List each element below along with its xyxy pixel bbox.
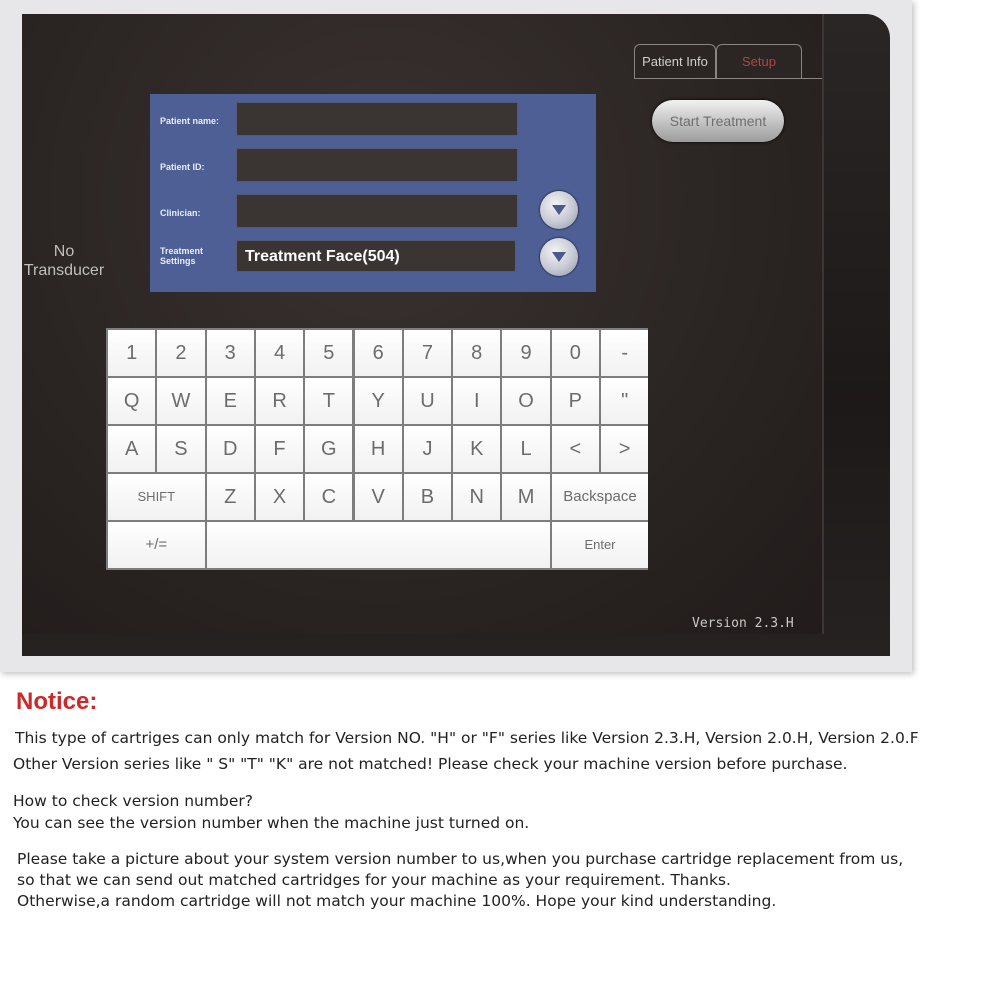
enter-key[interactable]: Enter — [552, 522, 649, 568]
start-treatment-button[interactable]: Start Treatment — [652, 100, 784, 142]
key-quote[interactable]: " — [601, 378, 648, 424]
key-p[interactable]: P — [552, 378, 599, 424]
key-i[interactable]: I — [453, 378, 500, 424]
clinician-dropdown-button[interactable] — [540, 191, 578, 229]
key-m[interactable]: M — [502, 474, 549, 520]
chevron-down-icon — [551, 203, 567, 217]
notice-line: Please take a picture about your system version number to us,when you purchase cartridge replacement from us, — [17, 850, 904, 868]
on-screen-keyboard — [106, 328, 648, 570]
notice-title: Notice: — [16, 688, 98, 715]
treatment-settings-label: Treatment Settings — [160, 246, 204, 266]
key-r[interactable]: R — [256, 378, 303, 424]
key-u[interactable]: U — [404, 378, 451, 424]
notice-line: Other Version series like " S" "T" "K" are not matched! Please check your machine version before purchase. — [13, 755, 848, 773]
key-greater-than[interactable]: > — [601, 426, 648, 472]
key-d[interactable]: D — [207, 426, 254, 472]
key-2[interactable]: 2 — [157, 330, 204, 376]
key-9[interactable]: 9 — [502, 330, 549, 376]
key-1[interactable]: 1 — [108, 330, 155, 376]
key-3[interactable]: 3 — [207, 330, 254, 376]
touch-screen — [22, 14, 824, 634]
key-8[interactable]: 8 — [453, 330, 500, 376]
notice-line: You can see the version number when the machine just turned on. — [13, 814, 530, 832]
backspace-key[interactable]: Backspace — [552, 474, 649, 520]
shift-key[interactable]: SHIFT — [108, 474, 205, 520]
notice-line: This type of cartriges can only match for Version NO. "H" or "F" series like Version 2.3.H, Version 2.0.H, Version 2.0.F — [15, 729, 919, 747]
plus-minus-equals-key[interactable]: +/= — [108, 522, 205, 568]
key-t[interactable]: T — [305, 378, 352, 424]
key-7[interactable]: 7 — [404, 330, 451, 376]
treatment-settings-select[interactable]: Treatment Face(504) — [236, 240, 516, 272]
key-a[interactable]: A — [108, 426, 155, 472]
key-h[interactable]: H — [355, 426, 402, 472]
patient-id-label: Patient ID: — [160, 162, 205, 172]
clinician-label: Clinician: — [160, 208, 201, 218]
tab-setup[interactable]: Setup — [716, 44, 802, 79]
patient-name-label: Patient name: — [160, 116, 220, 126]
key-b[interactable]: B — [404, 474, 451, 520]
key-f[interactable]: F — [256, 426, 303, 472]
key-n[interactable]: N — [453, 474, 500, 520]
key-y[interactable]: Y — [355, 378, 402, 424]
key-5[interactable]: 5 — [305, 330, 352, 376]
key-less-than[interactable]: < — [552, 426, 599, 472]
transducer-status — [16, 242, 112, 280]
key-0[interactable]: 0 — [552, 330, 599, 376]
key-minus[interactable]: - — [601, 330, 648, 376]
key-l[interactable]: L — [502, 426, 549, 472]
tab-patient-info[interactable]: Patient Info — [634, 44, 716, 79]
key-k[interactable]: K — [453, 426, 500, 472]
patient-form — [150, 94, 596, 292]
key-c[interactable]: C — [305, 474, 352, 520]
version-label: Version 2.3.H — [692, 616, 794, 631]
key-v[interactable]: V — [355, 474, 402, 520]
tab-divider — [634, 78, 822, 79]
treatment-dropdown-button[interactable] — [540, 238, 578, 276]
patient-name-input[interactable] — [236, 102, 518, 136]
key-z[interactable]: Z — [207, 474, 254, 520]
key-6[interactable]: 6 — [355, 330, 402, 376]
key-w[interactable]: W — [157, 378, 204, 424]
space-key[interactable] — [207, 522, 550, 568]
key-g[interactable]: G — [305, 426, 352, 472]
key-x[interactable]: X — [256, 474, 303, 520]
patient-id-input[interactable] — [236, 148, 518, 182]
chevron-down-icon — [551, 250, 567, 264]
clinician-input[interactable] — [236, 194, 518, 228]
notice-line: How to check version number? — [13, 792, 253, 810]
notice-line: Otherwise,a random cartridge will not match your machine 100%. Hope your kind understanding. — [17, 892, 777, 910]
key-e[interactable]: E — [207, 378, 254, 424]
transducer-status-text: No Transducer — [23, 243, 105, 279]
key-q[interactable]: Q — [108, 378, 155, 424]
key-o[interactable]: O — [502, 378, 549, 424]
key-4[interactable]: 4 — [256, 330, 303, 376]
notice-line: so that we can send out matched cartridges for your machine as your requirement. Thanks. — [17, 871, 731, 889]
key-j[interactable]: J — [404, 426, 451, 472]
key-s[interactable]: S — [157, 426, 204, 472]
